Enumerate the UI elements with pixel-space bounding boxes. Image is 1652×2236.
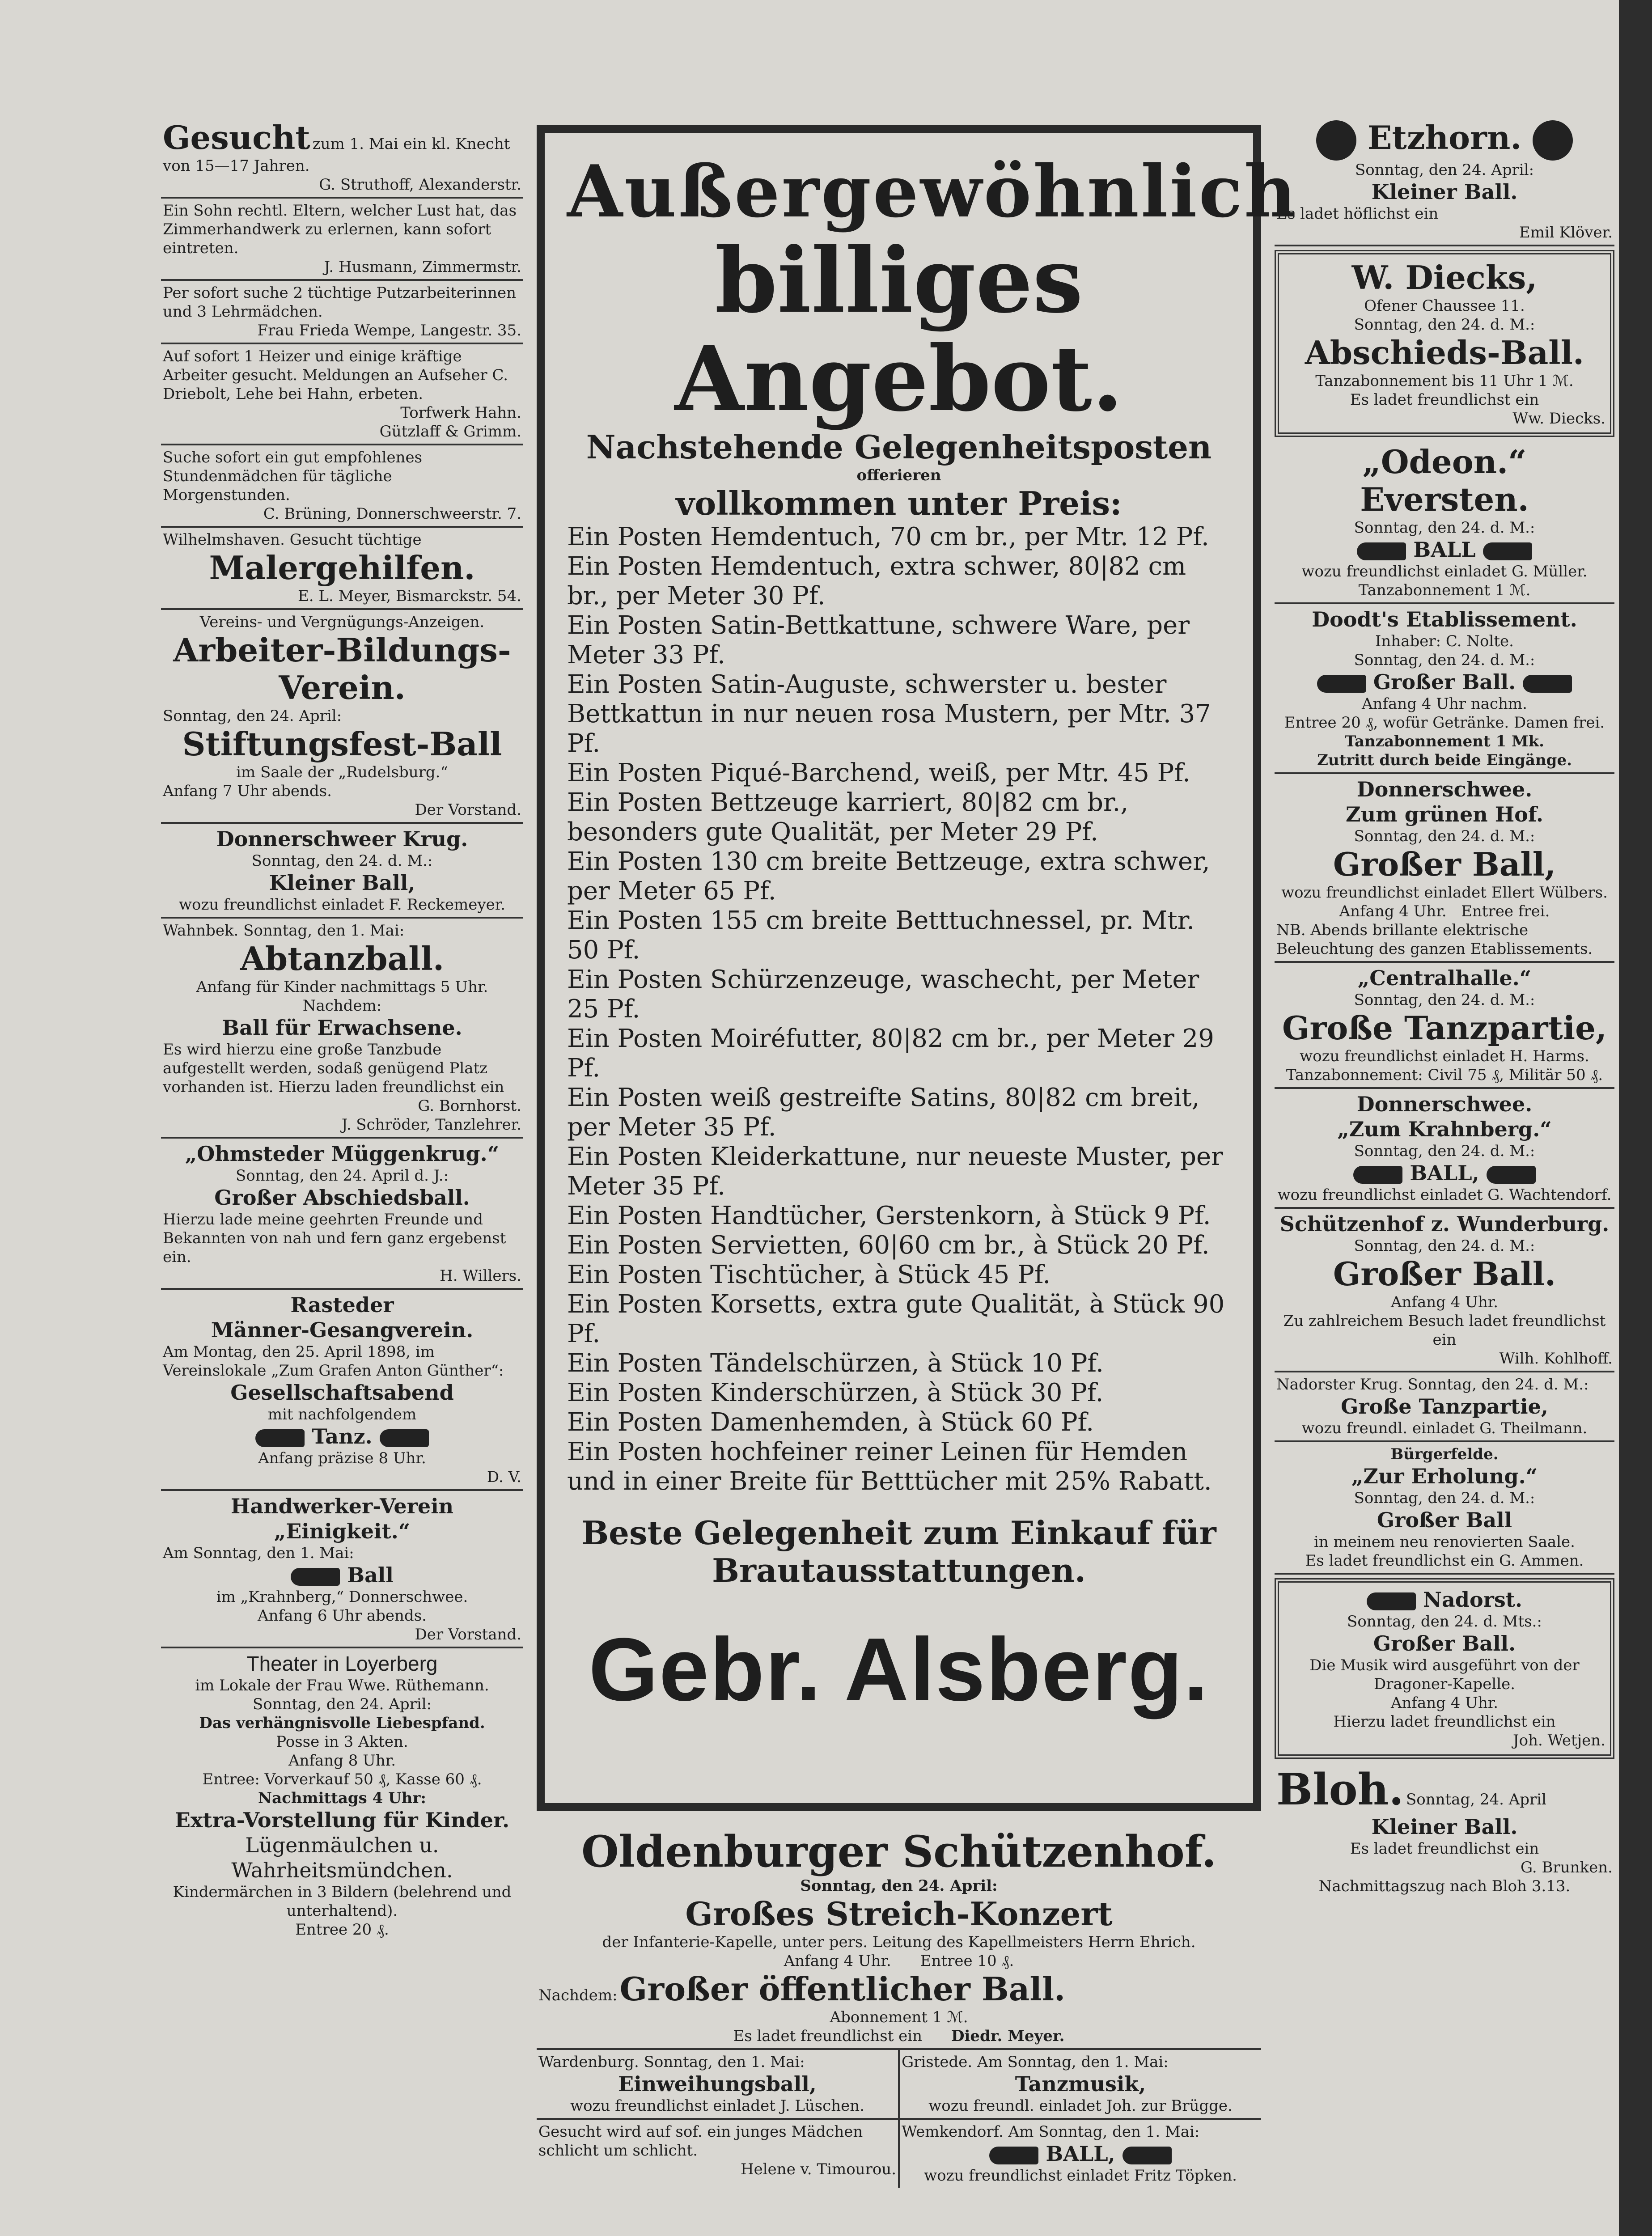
ad-signature: G. Wachtendorf.	[1487, 1186, 1612, 1204]
ad-text: Anfang präzise 8 Uhr.	[258, 1449, 426, 1467]
ad-signature: G. Brunken.	[1520, 1859, 1613, 1876]
ad-rasteder	[161, 1290, 523, 1491]
ad-text: Nachmittagszug nach Bloh 3.13.	[1318, 1877, 1571, 1895]
ad-text: Es wird hierzu eine große Tanzbude aufgestellt werden, sodaß genügend Platz vorhanden ist. Hierzu laden freundlichst ein	[163, 1041, 504, 1096]
offer-item: Ein Posten Servietten, 60|60 cm br., à Stück 20 Pf.	[567, 1231, 1210, 1260]
ad-title: Extra-Vorstellung für Kinder.	[174, 1808, 510, 1832]
ad-heading: Arbeiter-Bildungs-Verein.	[173, 631, 511, 707]
ad-date: Sonntag, den 24. d. M.:	[1354, 1142, 1535, 1160]
ad-date: Wardenburg. Sonntag, den 1. Mai:	[538, 2053, 805, 2071]
ad-theater	[161, 1648, 523, 1942]
ad-text: Auf sofort 1 Heizer und einige kräftige Arbeiter gesucht. Meldungen an Aufseher C. Driebolt, Lehe bei Hahn, erbeten.	[163, 347, 508, 403]
ad-text: Die Musik wird ausgeführt von der Dragoner-Kapelle.	[1309, 1656, 1580, 1693]
ad-wahnbek	[161, 919, 523, 1139]
offer-list	[567, 522, 1231, 1496]
ad-heading: Außergewöhnlich	[567, 149, 1298, 233]
ad-heading: Bloh.	[1276, 1764, 1404, 1815]
ad-text: Posse in 3 Akten.	[276, 1733, 408, 1751]
ad-text: Zutritt durch beide Eingänge.	[1317, 751, 1572, 769]
ad-date: Sonntag, den 24. April:	[1355, 161, 1534, 179]
ad-signature: Ww. Diecks.	[1512, 410, 1605, 428]
ad-signature: G. Müller.	[1512, 563, 1588, 580]
ad-text: zum 1. Mai ein kl. Knecht von 15—17 Jahren.	[163, 135, 510, 175]
pointing-hand-icon	[291, 1568, 340, 1586]
ad-signature: J. Lüschen.	[780, 2097, 864, 2115]
ad-date: Am Sonntag, den 1. Mai:	[163, 1544, 354, 1562]
ad-wunderburg	[1275, 1209, 1614, 1372]
ad-heading: Donnerschweer Krug.	[216, 827, 468, 851]
ad-heading: billiges Angebot.	[674, 228, 1123, 432]
ad-date: Sonntag, den 24. April:	[252, 1695, 432, 1713]
ad-title: Tanz.	[312, 1424, 373, 1448]
pointing-hand-icon	[989, 2147, 1038, 2164]
ad-gesucht-knecht	[161, 116, 523, 199]
ad-title: Großer Ball.	[1373, 1631, 1516, 1656]
pointing-hand-icon	[1523, 675, 1572, 693]
ad-text: Hierzu ladet freundlichst ein	[1333, 1713, 1556, 1731]
ad-malergehilfen	[161, 528, 523, 610]
offer-item: Ein Posten Piqué-Barchend, weiß, per Mtr. 45 Pf.	[567, 758, 1190, 788]
ad-date: Sonntag, den 24. April:	[163, 707, 342, 725]
ad-text: wozu freundlichst einladet	[924, 2167, 1129, 2185]
ad-gristede	[900, 2050, 1261, 2120]
ad-heizer	[161, 344, 523, 445]
ad-etzhorn	[1275, 116, 1614, 246]
ad-heading: Malergehilfen.	[209, 549, 475, 587]
ad-text: Anfang 6 Uhr abends.	[258, 1607, 427, 1625]
ad-date: Sonntag, den 24. d. M.:	[251, 852, 433, 870]
ad-ohmsteder	[161, 1139, 523, 1290]
ad-heading: Männer-Gesangverein.	[211, 1318, 474, 1342]
offer-item: Ein Posten Hemdentuch, extra schwer, 80|82 cm br., per Meter 30 Pf.	[567, 552, 1186, 610]
ad-text: mit nachfolgendem	[267, 1406, 417, 1423]
offer-item: Ein Posten Hemdentuch, 70 cm br., per Mtr. 12 Pf.	[567, 522, 1209, 551]
ad-wardenburg	[537, 2050, 898, 2120]
ad-text: im „Krahnberg,“ Donnerschwee.	[216, 1588, 468, 1606]
offer-item: Ein Posten 130 cm breite Bettzeuge, extra schwer, per Meter 65 Pf.	[567, 847, 1210, 906]
ad-heading: W. Diecks,	[1351, 258, 1538, 296]
ad-text: Tanzabonnement bis 11 Uhr 1 ℳ.	[1315, 372, 1574, 390]
ad-signature: F. Reckemeyer.	[389, 896, 506, 914]
ad-date: Sonntag, den 24. d. M.:	[1354, 316, 1535, 334]
ad-signature: C. Brüning, Donnerschweerstr. 7.	[263, 505, 521, 523]
ad-signature: H. Harms.	[1509, 1047, 1589, 1065]
ad-signature: J. Schröder, Tanzlehrer.	[341, 1116, 521, 1134]
ad-text: wozu freundl. einladet	[1301, 1419, 1475, 1437]
pointing-hand-icon	[380, 1429, 429, 1447]
ad-title: Einweihungsball,	[618, 2072, 817, 2096]
circle-ornament-icon	[1316, 120, 1356, 161]
small-ads-right	[900, 2050, 1261, 2188]
ad-heading: „Einigkeit.“	[274, 1519, 411, 1543]
pointing-hand-icon	[1367, 1592, 1416, 1610]
ad-text: Entree 10 ₰.	[920, 1952, 1014, 1970]
ad-text: Es ladet freundlichst ein	[1350, 391, 1539, 409]
ad-signature: Torfwerk Hahn.	[400, 404, 521, 422]
circle-ornament-icon	[1533, 120, 1573, 161]
ad-date: Sonntag, den 24. d. Mts.:	[1347, 1613, 1542, 1630]
alsberg-ad	[537, 125, 1298, 1811]
ad-signature: Der Vorstand.	[415, 1626, 521, 1643]
ad-signature: G. Bornhorst.	[418, 1097, 521, 1115]
ad-signature: J. Husmann, Zimmermstr.	[324, 258, 521, 276]
ad-text: Ein Sohn rechtl. Eltern, welcher Lust hat, das Zimmerhandwerk zu erlernen, kann sofort eintreten.	[163, 202, 517, 257]
ad-text: Inhaber: C. Nolte.	[1375, 632, 1514, 650]
ad-title: Gesellschaftsabend	[230, 1381, 454, 1405]
ad-text: Entree 20 ₰.	[295, 1921, 389, 1939]
ad-date: Wahnbek. Sonntag, den 1. Mai:	[163, 922, 405, 940]
ad-heading: Rasteder	[290, 1293, 394, 1317]
ad-text: Es ladet freundlichst ein	[733, 2027, 923, 2045]
ad-nadorst	[1275, 1578, 1614, 1759]
ad-text: Anfang 4 Uhr nachm.	[1362, 695, 1527, 713]
ad-odeon	[1275, 440, 1614, 604]
ad-text: Anfang für Kinder nachmittags 5 Uhr.	[196, 978, 488, 996]
offer-item: Ein Posten Damenhemden, à Stück 60 Pf.	[567, 1408, 1094, 1437]
ad-doodt	[1275, 604, 1614, 774]
ad-heading: Bürgerfelde.	[1390, 1445, 1499, 1463]
ad-text: Anfang 4 Uhr.	[1390, 1293, 1499, 1311]
ad-heading: Abtanzball.	[240, 940, 445, 978]
ad-text: Es ladet freundlichst ein	[1305, 1552, 1495, 1570]
offer-item: Ein Posten Kleiderkattune, nur neueste Muster, per Meter 35 Pf.	[567, 1142, 1223, 1201]
ad-maedchen	[537, 2120, 898, 2181]
ad-date: Sonntag, den 24. d. M.:	[1354, 651, 1535, 669]
ad-nadorster-krug	[1275, 1372, 1614, 1442]
ad-signature: E. L. Meyer, Bismarckstr. 54.	[297, 587, 521, 605]
ad-heading: Zum grünen Hof.	[1345, 802, 1544, 826]
ad-date: Sonntag, den 24. d. M.:	[1354, 1489, 1535, 1507]
ad-signature: G. Struthoff, Alexanderstr.	[319, 176, 521, 194]
ad-text: Kindermärchen in 3 Bildern (belehrend und unterhaltend).	[173, 1883, 512, 1920]
offer-item: Ein Posten Moiréfutter, 80|82 cm br., per Meter 29 Pf.	[567, 1024, 1214, 1083]
ad-sohn	[161, 199, 523, 281]
ad-text: Es ladet höflichst ein	[1276, 205, 1439, 223]
ad-date: Sonntag, den 24. April:	[800, 1877, 998, 1895]
ad-title: Kleiner Ball.	[1371, 1815, 1518, 1839]
ad-title: Großer Ball	[1377, 1508, 1512, 1532]
ad-heading: „Zur Erholung.“	[1351, 1464, 1538, 1488]
ad-subheading: Nachstehende Gelegenheitsposten	[586, 428, 1212, 466]
ad-heading: Nadorst.	[1423, 1588, 1523, 1612]
ad-date: Sonntag, 24. April	[1406, 1791, 1547, 1808]
ad-date: Sonntag, den 24. April d. J.:	[235, 1167, 449, 1185]
ad-erholung	[1275, 1442, 1614, 1575]
ad-text: Per sofort suche 2 tüchtige Putzarbeiterinnen und 3 Lehrmädchen.	[163, 284, 516, 321]
ad-text: Am Montag, den 25. April 1898, im Vereinslokale „Zum Grafen Anton Günther“:	[163, 1343, 504, 1380]
ad-signature: D. V.	[487, 1468, 521, 1486]
pointing-hand-icon	[1317, 675, 1366, 693]
ad-text: Wilhelmshaven. Gesucht tüchtige	[163, 531, 422, 549]
ad-date: Sonntag, den 24. d. M.:	[1354, 1237, 1535, 1255]
ad-subheading: vollkommen unter Preis:	[676, 484, 1122, 522]
ad-heading: Doodt's Etablissement.	[1312, 607, 1577, 631]
ad-title: Großer Ball.	[1333, 1255, 1556, 1293]
ad-signature: Wilh. Kohlhoff.	[1499, 1350, 1613, 1368]
ad-heading: „Centralhalle.“	[1357, 966, 1532, 990]
offer-item: Ein Posten Kinderschürzen, à Stück 30 Pf.	[567, 1378, 1104, 1407]
ad-title: BALL,	[1410, 1161, 1479, 1185]
pointing-hand-icon	[1487, 1166, 1536, 1184]
ad-title: Kleiner Ball.	[1371, 180, 1518, 204]
ad-signature: Gützlaff & Grimm.	[379, 423, 521, 440]
ad-arbeiter-bildungs-verein	[161, 610, 523, 824]
ad-text: Tanzabonnement: Civil 75 ₰, Militär 50 ₰.	[1286, 1066, 1603, 1084]
ad-title: BALL	[1413, 538, 1476, 562]
ad-title: Abschieds-Ball.	[1305, 334, 1584, 372]
ad-text: Abonnement 1 ℳ.	[830, 2008, 968, 2026]
offer-item: Ein Posten Korsetts, extra gute Qualität, à Stück 90 Pf.	[567, 1290, 1225, 1348]
ad-text: Gesucht wird auf sof. ein junges Mädchen schlicht um schlicht.	[538, 2123, 863, 2160]
offer-item: Ein Posten Bettzeuge karriert, 80|82 cm br., besonders gute Qualität, per Meter 29 Pf.	[567, 788, 1129, 847]
ad-signature: Fritz Töpken.	[1134, 2167, 1237, 2185]
ad-title: BALL,	[1046, 2142, 1115, 2166]
ad-heading: „Odeon.“ Eversten.	[1360, 443, 1529, 518]
ad-gruener-hof	[1275, 774, 1614, 963]
ad-signature: H. Willers.	[440, 1267, 521, 1285]
ad-signature: G. Theilmann.	[1479, 1419, 1588, 1437]
offer-item: Ein Posten Handtücher, Gerstenkorn, à Stück 9 Pf.	[567, 1201, 1211, 1230]
ad-heading: Gesucht	[163, 119, 310, 157]
ad-text: Anfang 7 Uhr abends.	[163, 782, 332, 800]
ad-signature: Helene v. Timourou.	[741, 2160, 896, 2178]
ad-text: Entree 20 ₰, wofür Getränke. Damen frei.	[1284, 714, 1605, 732]
ad-title: Kleiner Ball,	[269, 871, 415, 895]
ad-text: NB. Abends brillante elektrische Beleuchtung des ganzen Etablissements.	[1276, 921, 1593, 958]
ad-donnerschweer-krug	[161, 824, 523, 919]
ad-heading: Donnerschwee.	[1356, 1092, 1533, 1116]
ad-text: Tanzabonnement 1 Mk.	[1344, 733, 1545, 750]
offer-item: Ein Posten hochfeiner reiner Leinen für Hemden und in einer Breite für Betttücher mit 25% Rabatt.	[567, 1437, 1212, 1496]
ad-title: Ball	[347, 1563, 394, 1587]
ad-wemkendorf	[900, 2120, 1261, 2188]
ad-title: Großer Abschiedsball.	[214, 1186, 470, 1210]
offer-item: Ein Posten Schürzenzeuge, waschecht, per Meter 25 Pf.	[567, 965, 1199, 1024]
ad-text: in meinem neu renovierten Saale.	[1314, 1533, 1575, 1551]
ad-text: wozu freundlichst einladet	[570, 2097, 775, 2115]
ad-date: Gristede. Am Sonntag, den 1. Mai:	[902, 2053, 1169, 2071]
ad-diecks	[1275, 250, 1614, 437]
ad-signature: Emil Klöver.	[1519, 224, 1613, 241]
pointing-hand-icon	[1123, 2147, 1172, 2164]
ad-title: Tanzmusik,	[1015, 2072, 1146, 2096]
pointing-hand-icon	[1357, 542, 1406, 560]
ad-text: Es ladet freundlichst ein	[1350, 1840, 1539, 1858]
ad-text: Hierzu lade meine geehrten Freunde und Bekannten von nah und fern ganz ergebenst ein.	[163, 1211, 506, 1266]
ad-title: Große Tanzpartie,	[1341, 1394, 1548, 1419]
left-column	[161, 116, 523, 1942]
ad-text: Nachmittags 4 Uhr:	[258, 1789, 426, 1807]
ad-text: wozu freundl. einladet	[928, 2097, 1101, 2115]
ad-text: Entree frei.	[1461, 902, 1550, 920]
ad-schuetzenhof	[537, 1825, 1261, 2050]
pointing-hand-icon	[1353, 1166, 1402, 1184]
ad-text: offerieren	[856, 466, 941, 484]
ad-title: Das verhängnisvolle Liebespfand.	[199, 1714, 485, 1732]
ad-title: Großer Ball.	[1373, 670, 1516, 694]
ad-putzarbeiterinnen	[161, 281, 523, 344]
firm-name: Gebr. Alsberg.	[589, 1620, 1209, 1719]
ad-text: wozu freundlichst einladet	[1277, 1186, 1483, 1204]
offer-item: Ein Posten Satin-Auguste, schwerster u. bester Bettkattun in nur neuen rosa Mustern, per Mtr. 37 Pf.	[567, 670, 1211, 758]
ad-signature: G. Ammen.	[1499, 1552, 1584, 1570]
right-column	[1275, 116, 1614, 1898]
ad-text: Zu zahlreichem Besuch ladet freundlichst ein	[1283, 1312, 1606, 1349]
ad-text: Nachdem:	[302, 997, 382, 1015]
section-heading: Vereins- und Vergnügungs-Anzeigen.	[199, 613, 485, 631]
ad-signature: Frau Frieda Wempe, Langestr. 35.	[257, 322, 521, 339]
ad-text: Nachdem:	[538, 1986, 618, 2004]
ad-date: Sonntag, den 24. d. M.:	[1354, 991, 1535, 1009]
ad-title: Großer öffentlicher Ball.	[619, 1970, 1066, 2008]
ad-heading: Oldenburger Schützenhof.	[581, 1826, 1217, 1877]
small-ads-row	[537, 2050, 1261, 2188]
ad-centralhalle	[1275, 963, 1614, 1089]
offer-item: Ein Posten 155 cm breite Betttuchnessel, pr. Mtr. 50 Pf.	[567, 906, 1195, 965]
ad-text: wozu freundlichst einladet	[1301, 563, 1507, 580]
offer-item: Ein Posten Tischtücher, à Stück 45 Pf.	[567, 1260, 1051, 1289]
ad-text: Tanzabonnement 1 ℳ.	[1358, 581, 1531, 599]
ad-text: Anfang 4 Uhr.	[1390, 1694, 1499, 1712]
ad-text: Anfang 8 Uhr.	[288, 1752, 396, 1770]
small-ads-left	[537, 2050, 900, 2188]
ad-heading: „Ohmsteder Müggenkrug.“	[185, 1142, 500, 1166]
ad-krahnberg	[1275, 1089, 1614, 1209]
ad-stundenmaedchen	[161, 445, 523, 528]
ad-date: Wemkendorf. Am Sonntag, den 1. Mai:	[902, 2123, 1200, 2141]
ad-heading: Theater in Loyerberg	[246, 1652, 438, 1675]
ad-signature: Ellert Wülbers.	[1491, 884, 1608, 902]
pointing-hand-icon	[1483, 542, 1532, 560]
ad-title: Ball für Erwachsene.	[222, 1016, 462, 1040]
offer-item: Ein Posten weiß gestreifte Satins, 80|82 cm breit, per Meter 35 Pf.	[567, 1083, 1200, 1142]
ad-bloh	[1275, 1762, 1614, 1898]
ad-subheading: Beste Gelegenheit zum Einkauf für Brautausstattungen.	[581, 1514, 1216, 1589]
ad-title: Großer Ball,	[1333, 845, 1556, 883]
middle-lower	[537, 1825, 1261, 2188]
pointing-hand-icon	[255, 1429, 305, 1447]
ad-text: im Lokale der Frau Wwe. Rüthemann.	[195, 1677, 489, 1694]
ad-title: Stiftungsfest-Ball	[182, 725, 502, 763]
ad-text: Entree: Vorverkauf 50 ₰, Kasse 60 ₰.	[202, 1770, 482, 1788]
ad-heading: Etzhorn.	[1367, 119, 1522, 157]
ad-text: wozu freundlichst einladet	[1300, 1047, 1505, 1065]
ad-signature: Der Vorstand.	[415, 801, 521, 819]
ad-text: wozu freundlichst einladet	[178, 896, 384, 914]
ad-text: Suche sofort ein gut empfohlenes Stundenmädchen für tägliche Morgenstunden.	[163, 449, 423, 504]
ad-text: wozu freundlichst einladet	[1281, 884, 1487, 902]
ad-heading: Schützenhof z. Wunderburg.	[1279, 1212, 1610, 1236]
ad-text: Anfang 4 Uhr.	[1339, 902, 1447, 920]
ad-text: der Infanterie-Kapelle, unter pers. Leitung des Kapellmeisters Herrn Ehrich.	[602, 1933, 1196, 1951]
ad-signature: Joh. zur Brügge.	[1106, 2097, 1233, 2115]
ad-date: Sonntag, den 24. d. M.:	[1354, 519, 1535, 537]
ad-text: Ofener Chaussee 11.	[1364, 297, 1525, 315]
ad-title: Lügenmäulchen u. Wahrheitsmündchen.	[231, 1833, 453, 1882]
ad-signature: Diedr. Meyer.	[951, 2027, 1065, 2045]
ad-text: Anfang 4 Uhr.	[784, 1952, 891, 1970]
ad-einigkeit	[161, 1491, 523, 1648]
offer-item: Ein Posten Tändelschürzen, à Stück 10 Pf.	[567, 1349, 1104, 1378]
ad-date: Sonntag, den 24. d. M.:	[1354, 827, 1535, 845]
ad-signature: Joh. Wetjen.	[1513, 1732, 1605, 1749]
ad-title: Großes Streich-Konzert	[685, 1895, 1113, 1933]
offer-item: Ein Posten Satin-Bettkattune, schwere Ware, per Meter 33 Pf.	[567, 611, 1190, 669]
ad-heading: Handwerker-Verein	[230, 1494, 454, 1518]
ad-heading: „Zum Krahnberg.“	[1337, 1117, 1552, 1141]
ad-text: im Saale der „Rudelsburg.“	[236, 763, 448, 781]
ad-heading: Donnerschwee.	[1356, 777, 1533, 801]
ad-title: Große Tanzpartie,	[1282, 1009, 1607, 1047]
ad-date: Nadorster Krug. Sonntag, den 24. d. M.:	[1276, 1376, 1589, 1393]
scan-edge	[1619, 0, 1652, 2236]
